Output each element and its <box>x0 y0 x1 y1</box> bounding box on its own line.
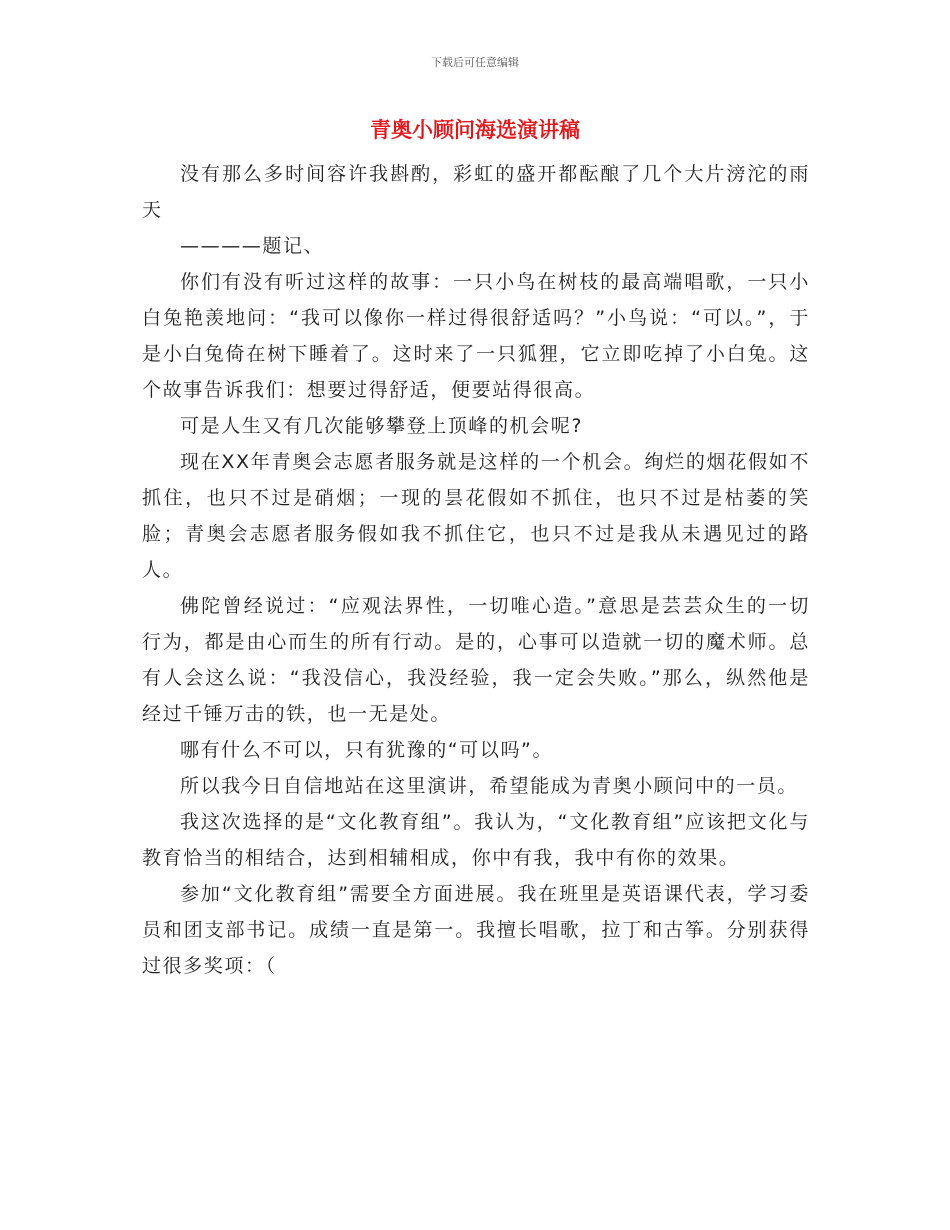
paragraph: 现在XX年青奥会志愿者服务就是这样的一个机会。绚烂的烟花假如不抓住，也只不过是硝烟；一现的昙花假如不抓住，也只不过是枯萎的笑脸；青奥会志愿者服务假如我不抓住它，也只不过是我从未遇见过的路人。 <box>142 451 810 581</box>
document-body <box>142 156 810 984</box>
paragraph: 哪有什么不可以，只有犹豫的“可以吗”。 <box>180 739 554 761</box>
paragraph: 佛陀曾经说过：“应观法界性，一切唯心造。”意思是芸芸众生的一切行为，都是由心而生的所有行动。是的，心事可以造就一切的魔术师。总有人会这么说：“我没信心，我没经验，我一定会失败。”那么，纵然他是经过千锤万击的铁，也一无是处。 <box>142 595 810 725</box>
paragraph: 所以我今日自信地站在这里演讲，希望能成为青奥小顾问中的一员。 <box>180 775 799 797</box>
paragraph: 没有那么多时间容许我斟酌，彩虹的盛开都酝酿了几个大片滂沱的雨天 <box>142 163 810 221</box>
paragraph: 我这次选择的是“文化教育组”。我认为，“文化教育组”应该把文化与教育恰当的相结合，达到相辅相成，你中有我，我中有你的效果。 <box>142 811 810 869</box>
paragraph: 可是人生又有几次能够攀登上顶峰的机会呢? <box>180 415 584 437</box>
header-note: 下载后可任意编辑 <box>431 56 519 69</box>
document-title: 青奥小顾问海选演讲稿 <box>370 118 580 142</box>
paragraph: 你们有没有听过这样的故事：一只小鸟在树枝的最高端唱歌，一只小白兔艳羡地问：“我可以像你一样过得很舒适吗？”小鸟说：“可以。”，于是小白兔倚在树下睡着了。这时来了一只狐狸，它立即吃掉了小白兔。这个故事告诉我们：想要过得舒适，便要站得很高。 <box>142 271 810 401</box>
paragraph: 参加“文化教育组”需要全方面进展。我在班里是英语课代表，学习委员和团支部书记。成绩一直是第一。我擅长唱歌，拉丁和古筝。分别获得过很多奖项：（ <box>142 883 810 977</box>
paragraph: ————题记、 <box>180 235 325 257</box>
